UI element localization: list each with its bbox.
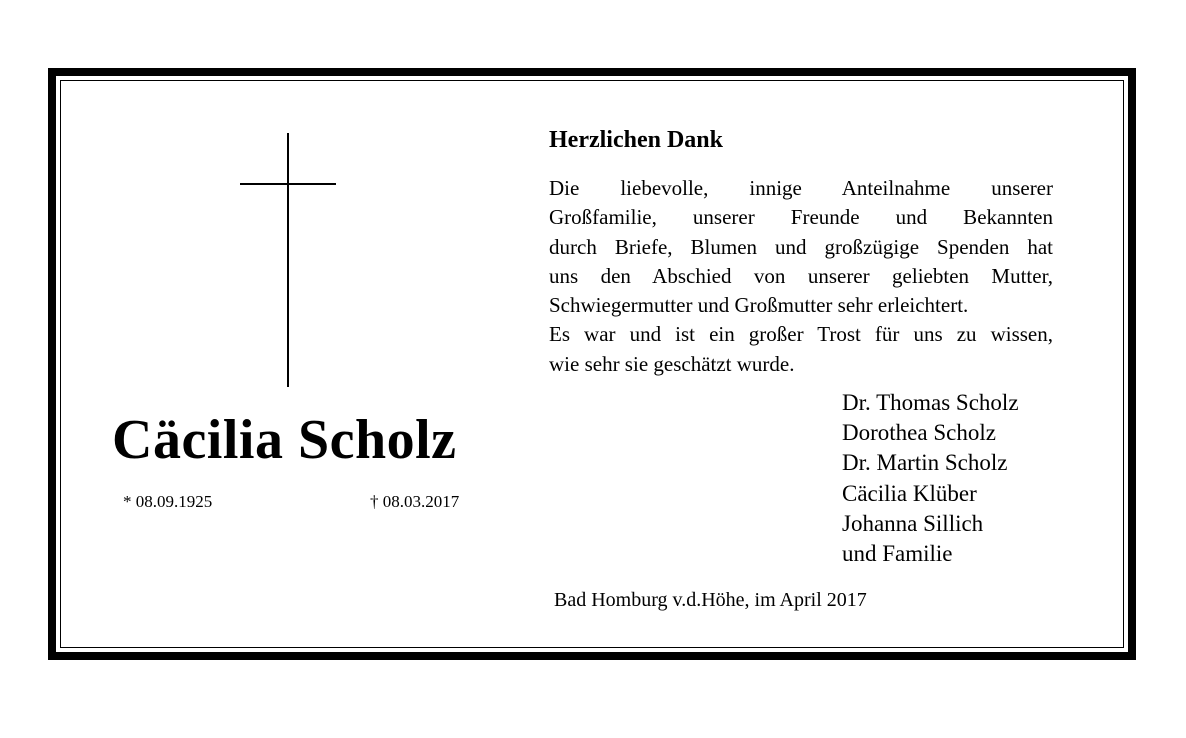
thanks-line: Schwiegermutter und Großmutter sehr erleichtert. xyxy=(549,293,969,318)
signer-name: Johanna Sillich xyxy=(842,510,984,536)
signer-name: und Familie xyxy=(842,541,953,567)
signers-list xyxy=(842,388,1019,569)
cross-icon xyxy=(287,133,289,387)
place-date: Bad Homburg v.d.Höhe, im April 2017 xyxy=(554,589,867,611)
thanks-line: Die liebevolle, innige Anteilnahme unserer xyxy=(549,176,1053,200)
cross-icon-bar xyxy=(240,183,336,185)
deceased-name: Cäcilia Scholz xyxy=(112,409,457,471)
thanks-line: Großfamilie, unserer Freunde und Bekannten xyxy=(549,205,1053,230)
signer-name: Dorothea Scholz xyxy=(842,420,996,446)
signer-name: Dr. Thomas Scholz xyxy=(842,390,1019,415)
thanks-message xyxy=(549,174,1053,379)
thanks-heading: Herzlichen Dank xyxy=(549,127,723,153)
signer-name: Cäcilia Klüber xyxy=(842,480,977,506)
thanks-line: durch Briefe, Blumen und großzügige Spenden hat xyxy=(549,234,1053,259)
thanks-line: wie sehr sie geschätzt wurde. xyxy=(549,351,795,376)
birth-date: * 08.09.1925 xyxy=(123,492,213,511)
signer-name: Dr. Martin Scholz xyxy=(842,450,1008,476)
thanks-line: uns den Abschied von unserer geliebten Mutter, xyxy=(549,263,1053,288)
death-date: † 08.03.2017 xyxy=(370,492,460,511)
thanks-line: Es war und ist ein großer Trost für uns zu wissen, xyxy=(549,322,1053,347)
